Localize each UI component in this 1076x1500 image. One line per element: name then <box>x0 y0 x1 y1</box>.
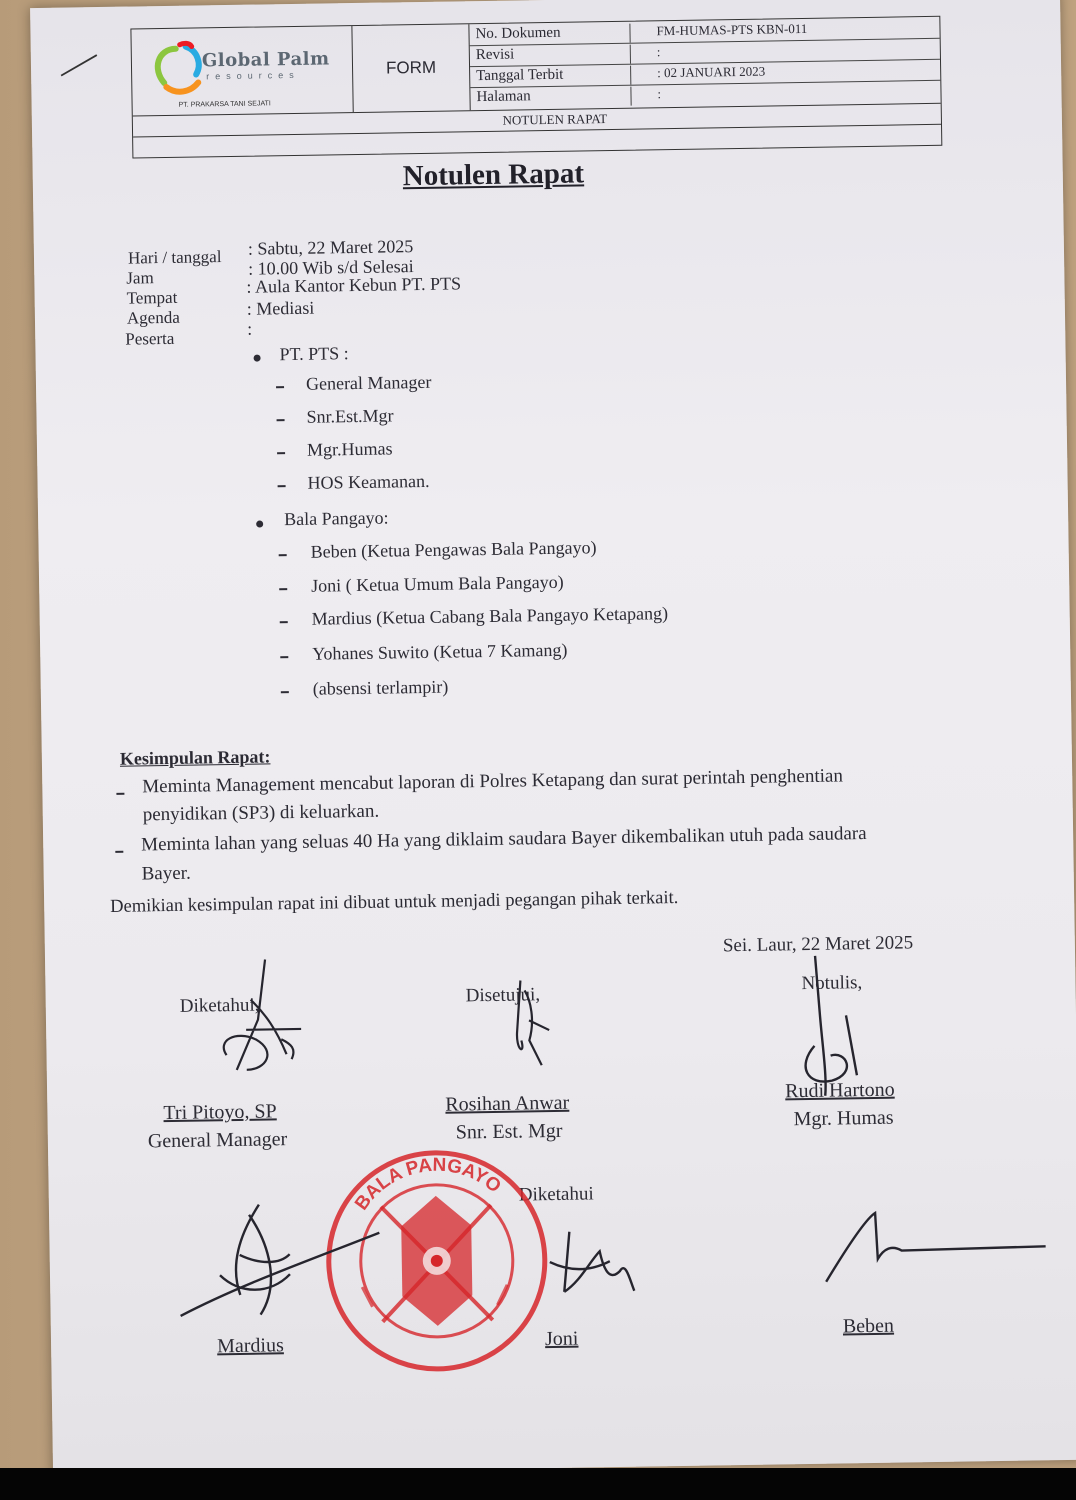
form-label-cell <box>352 24 470 112</box>
kesimpulan-point-2-line-2: Bayer. <box>141 862 191 885</box>
closing-statement: Demikian kesimpulan rapat ini dibuat untuk menjadi pegangan pihak terkait. <box>110 888 679 917</box>
dash-icon <box>279 588 287 590</box>
kesimpulan-point-1-line-2: penyidikan (SP3) di keluarkan. <box>142 800 380 826</box>
peserta-item: Mardius (Ketua Cabang Bala Pangayo Ketapang) <box>311 603 669 629</box>
logo-company-name: PT. PRAKARSA TANI SEJATI <box>178 100 271 109</box>
logo-name: Global Palm <box>201 48 330 72</box>
signature-tri-pitoyo-image <box>195 959 307 1091</box>
dash-icon <box>277 419 285 421</box>
joni-name: Joni <box>544 1327 579 1351</box>
meta-key: Tanggal Terbit <box>476 66 564 85</box>
peserta-group-pts: PT. PTS : <box>279 343 349 365</box>
place-date: Sei. Laur, 22 Maret 2025 <box>722 932 914 957</box>
peserta-item: (absensi terlampir) <box>312 676 449 699</box>
peserta-item: Beben (Ketua Pengawas Bala Pangayo) <box>310 537 597 562</box>
tempat-value: : Aula Kantor Kebun PT. PTS <box>246 273 462 297</box>
meta-key: Revisi <box>475 46 515 64</box>
dash-icon <box>277 452 285 454</box>
document-sheet <box>30 0 1076 1476</box>
mardius-name: Mardius <box>216 1334 284 1358</box>
humas-name: Rudi Hartono <box>784 1078 895 1103</box>
sem-title: Snr. Est. Mgr <box>455 1119 563 1144</box>
hari-value: : Sabtu, 22 Maret 2025 <box>247 236 414 259</box>
meta-value: FM-HUMAS-PTS KBN-011 <box>629 21 807 43</box>
document-title: Notulen Rapat <box>402 157 585 193</box>
peserta-label: Peserta <box>125 328 175 349</box>
logo-subtitle: resources <box>206 69 300 82</box>
peserta-group-bala-pangayo: Bala Pangayo: <box>283 507 389 530</box>
meta-value: : <box>630 86 661 105</box>
dash-icon <box>116 793 124 795</box>
pen-mark-icon <box>61 53 101 78</box>
dash-icon <box>276 386 284 388</box>
jam-value: : 10.00 Wib s/d Selesai <box>248 256 414 279</box>
signature-rosihan-anwar-image <box>490 970 562 1071</box>
dash-icon <box>115 851 123 853</box>
kesimpulan-heading: Kesimpulan Rapat: <box>119 746 271 769</box>
meta-key: Halaman <box>476 88 531 106</box>
peserta-item: Yohanes Suwito (Ketua 7 Kamang) <box>312 639 568 664</box>
kesimpulan-point-2-line-1: Meminta lahan yang seluas 40 Ha yang diklaim saudara Bayer dikembalikan utuh pada saudara <box>141 823 867 856</box>
signature-beben-image <box>825 1206 1046 1289</box>
meta-value: : 02 JANUARI 2023 <box>630 64 765 85</box>
agenda-value: : Mediasi <box>246 297 315 319</box>
signature-joni-image <box>529 1221 640 1313</box>
peserta-item: Joni ( Ketua Umum Bala Pangayo) <box>311 571 564 596</box>
peserta-item: Snr.Est.Mgr <box>306 405 394 427</box>
jam-label: Jam <box>126 268 154 288</box>
diketahui-2-label: Diketahui <box>518 1183 594 1206</box>
peserta-colon: : <box>246 318 253 339</box>
dash-icon <box>280 621 288 623</box>
dash-icon <box>280 656 288 658</box>
notulis-label: Notulis, <box>801 972 863 995</box>
dash-icon <box>281 691 289 693</box>
disetujui-label: Disetujui, <box>465 984 541 1007</box>
global-palm-logo-icon <box>146 40 207 99</box>
document-type: NOTULEN RAPAT <box>502 111 608 128</box>
beben-name: Beben <box>842 1314 895 1338</box>
form-label: FORM <box>385 57 437 78</box>
agenda-label: Agenda <box>126 307 180 328</box>
tempat-label: Tempat <box>126 287 178 308</box>
peserta-item: HOS Keamanan. <box>307 470 430 493</box>
bottom-black-bar <box>0 1468 1076 1500</box>
meta-value: : <box>630 44 661 63</box>
gm-name: Tri Pitoyo, SP <box>163 1100 277 1125</box>
peserta-item: Mgr.Humas <box>306 438 393 460</box>
humas-title: Mgr. Humas <box>793 1106 894 1131</box>
dash-icon <box>279 554 287 556</box>
kesimpulan-point-1-line-1: Meminta Management mencabut laporan di Polres Ketapang dan surat perintah penghentian <box>142 765 844 798</box>
logo-cell <box>131 26 353 115</box>
signature-mardius-image <box>179 1193 381 1326</box>
stamp-text: BALA PANGAYO <box>351 1154 505 1215</box>
sem-name: Rosihan Anwar <box>445 1091 570 1116</box>
document-meta <box>469 17 940 110</box>
peserta-item: General Manager <box>305 371 432 394</box>
bullet-icon <box>254 355 261 362</box>
bullet-icon <box>256 520 263 527</box>
hari-label: Hari / tanggal <box>127 247 222 268</box>
dash-icon <box>278 485 286 487</box>
diketahui-label: Diketahui, <box>179 994 260 1017</box>
document-header-table <box>130 16 942 159</box>
gm-title: General Manager <box>147 1128 288 1153</box>
meta-key: No. Dokumen <box>475 24 561 43</box>
